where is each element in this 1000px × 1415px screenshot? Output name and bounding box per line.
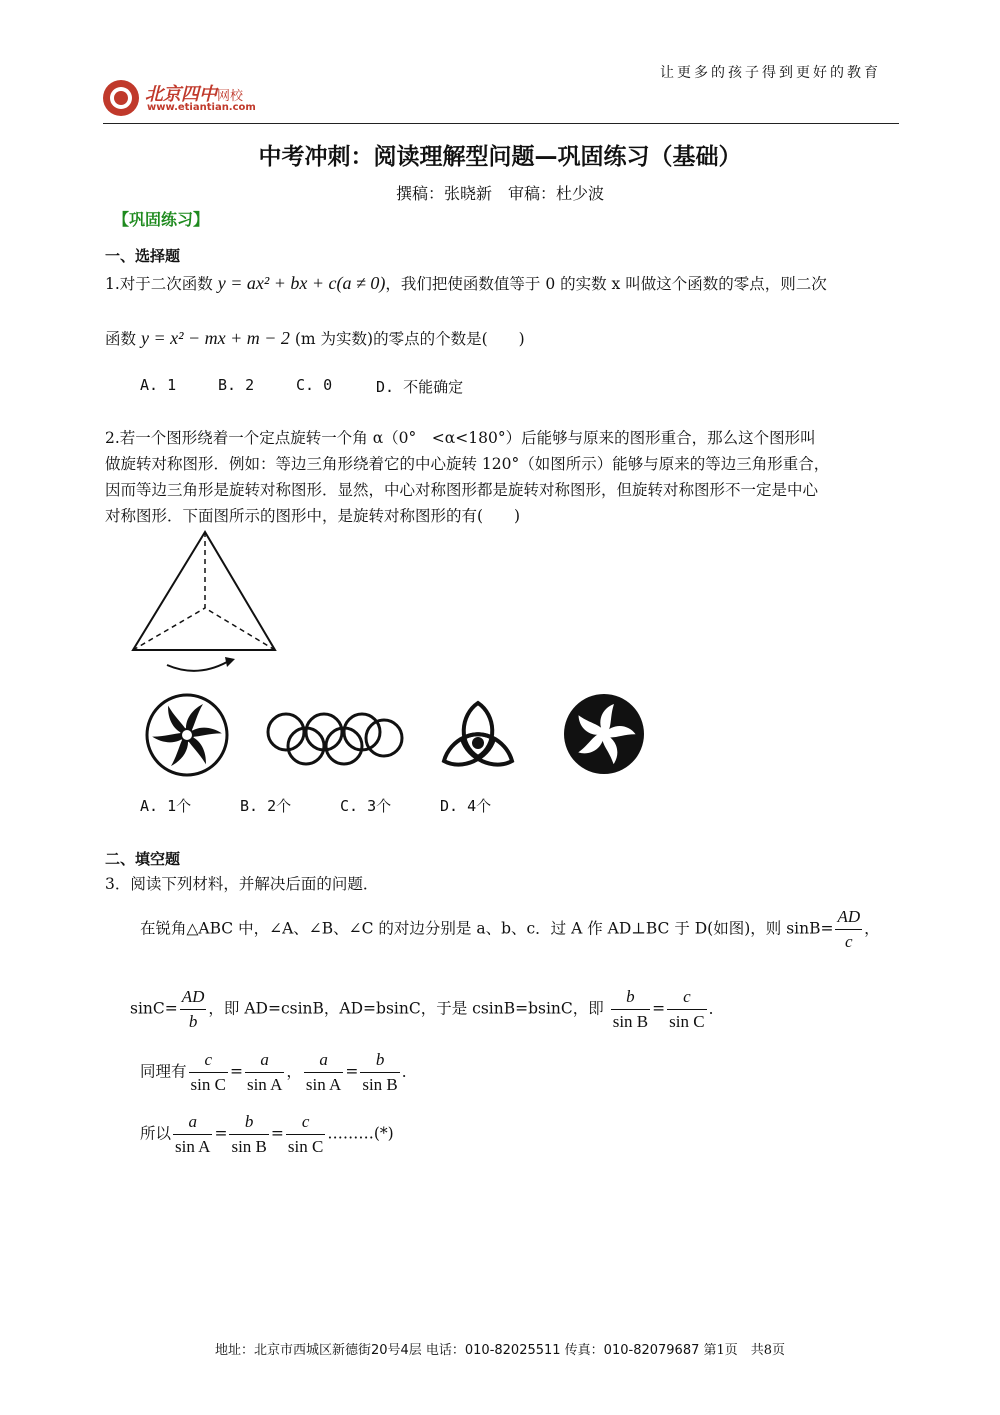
trefoil-knot-figure xyxy=(436,695,521,777)
part1-heading: 一、选择题 xyxy=(105,247,181,265)
page-footer xyxy=(0,1339,1000,1358)
q1-option-d: D. 不能确定 xyxy=(376,378,464,396)
q3-line2: sinC= $\frac{AD}{b}$ ，即 AD=csinB，AD=bsinC，于是 csinB=bsinC，即 $\frac{b}{\text{sin B}}$ = $\frac{c}{\text{sin C}}$ ． xyxy=(130,985,724,1034)
q3-line4: 所以 $\frac{a}{\text{sin A}}$ = $\frac{b}{\text{sin B}}$ = $\frac{c}{\text{sin C}}$ ………(*) xyxy=(140,1110,394,1159)
section-tag: 【巩固练习】 xyxy=(113,210,210,229)
q1-option-c: C. 0 xyxy=(296,376,333,394)
header-divider xyxy=(103,123,899,124)
rotating-triangle-figure xyxy=(125,528,285,678)
q2-line4: 对称图形．下面图所示的图形中，是旋转对称图形的有( ) xyxy=(105,507,521,525)
q2-line3: 因而等边三角形是旋转对称图形．显然，中心对称图形都是旋转对称图形，但旋转对称图形不一定是中心 xyxy=(105,481,819,499)
fraction-b-over-sinb-2: $\frac{b}{\text{sin B}}$ xyxy=(362,1050,398,1094)
q2-option-c: C. 3个 xyxy=(340,797,392,815)
q2-option-d: D. 4个 xyxy=(440,797,492,815)
q2-line1: 2.若一个图形绕着一个定点旋转一个角 α（0° <α<180°）后能够与原来的图形重合，那么这个图形叫 xyxy=(105,429,816,447)
fraction-c-over-sinc-3: $\frac{c}{\text{sin C}}$ xyxy=(287,1112,324,1156)
q1-option-b: B. 2 xyxy=(218,376,255,394)
q3-intro: 3．阅读下列材料，并解决后面的问题． xyxy=(105,875,379,893)
fraction-a-over-sina-3: $\frac{a}{\text{sin A}}$ xyxy=(175,1112,211,1156)
logo-name: 北京四中网校 xyxy=(145,84,244,105)
q3-line3: 同理有 $\frac{c}{\text{sin C}}$ = $\frac{a}{\text{sin A}}$ ， $\frac{a}{\text{sin A}}$ = $\frac{b}{\text{sin B}}$ ． xyxy=(140,1048,417,1097)
pinwheel-figure-1 xyxy=(143,692,233,780)
logo-sub: 网校 xyxy=(217,89,244,104)
page-title: 中考冲刺：阅读理解型问题—巩固练习（基础） xyxy=(258,144,742,170)
q1-line1: 1.对于二次函数 y = ax² + bx + c(a ≠ 0)，我们把使函数值等于 0 的实数 x 叫做这个函数的零点，则二次 xyxy=(105,273,827,293)
logo-emblem-icon xyxy=(103,80,139,116)
q2-line2: 做旋转对称图形．例如：等边三角形绕着它的中心旋转 120°（如图所示）能够与原来的等边三角形重合， xyxy=(105,455,830,473)
footer-address: 地址：北京市西城区新德街20号4层 电话：010-82025511 传真：010-82079687 xyxy=(214,1343,700,1358)
olympic-rings-figure xyxy=(262,708,412,768)
q1-option-a: A. 1 xyxy=(140,376,177,394)
q1-function-1: y = ax² + bx + c(a ≠ 0) xyxy=(217,273,386,293)
q1-line2: 函数 y = x² − mx + m − 2 (m 为实数)的零点的个数是( ) xyxy=(105,328,525,348)
q1-function-2: y = x² − mx + m − 2 xyxy=(140,328,290,348)
school-logo xyxy=(103,80,283,120)
fraction-ad-over-c: $\frac{AD}{c}$ xyxy=(837,907,861,951)
fraction-b-over-sinb: $\frac{b}{\text{sin B}}$ xyxy=(612,987,649,1031)
fraction-a-over-sina-2: $\frac{a}{\text{sin A}}$ xyxy=(305,1050,342,1094)
fraction-b-over-sinb-3: $\frac{b}{\text{sin B}}$ xyxy=(231,1112,267,1156)
pinwheel-figure-2 xyxy=(562,692,647,777)
q2-option-b: B. 2个 xyxy=(240,797,292,815)
fraction-a-over-sina: $\frac{a}{\text{sin A}}$ xyxy=(246,1050,283,1094)
fraction-c-over-sinc-2: $\frac{c}{\text{sin C}}$ xyxy=(190,1050,226,1094)
fraction-c-over-sinc: $\frac{c}{\text{sin C}}$ xyxy=(669,987,705,1031)
logo-url: www.etiantian.com xyxy=(147,102,256,113)
q2-option-a: A. 1个 xyxy=(140,797,192,815)
part2-heading: 二、填空题 xyxy=(105,850,181,868)
q3-line1: 在锐角△ABC 中，∠A、∠B、∠C 的对边分别是 a、b、c．过 A 作 AD⊥BC 于 D(如图)，则 sinB= $\frac{AD}{c}$ ， xyxy=(140,905,880,954)
header-slogan: 让更多的孩子得到更好的教育 xyxy=(660,65,881,81)
authors-line: 撰稿：张晓新 审稿：杜少波 xyxy=(395,184,604,203)
footer-page-number: 第1页 共8页 xyxy=(703,1343,786,1358)
fraction-ad-over-b: $\frac{AD}{b}$ xyxy=(181,987,205,1031)
